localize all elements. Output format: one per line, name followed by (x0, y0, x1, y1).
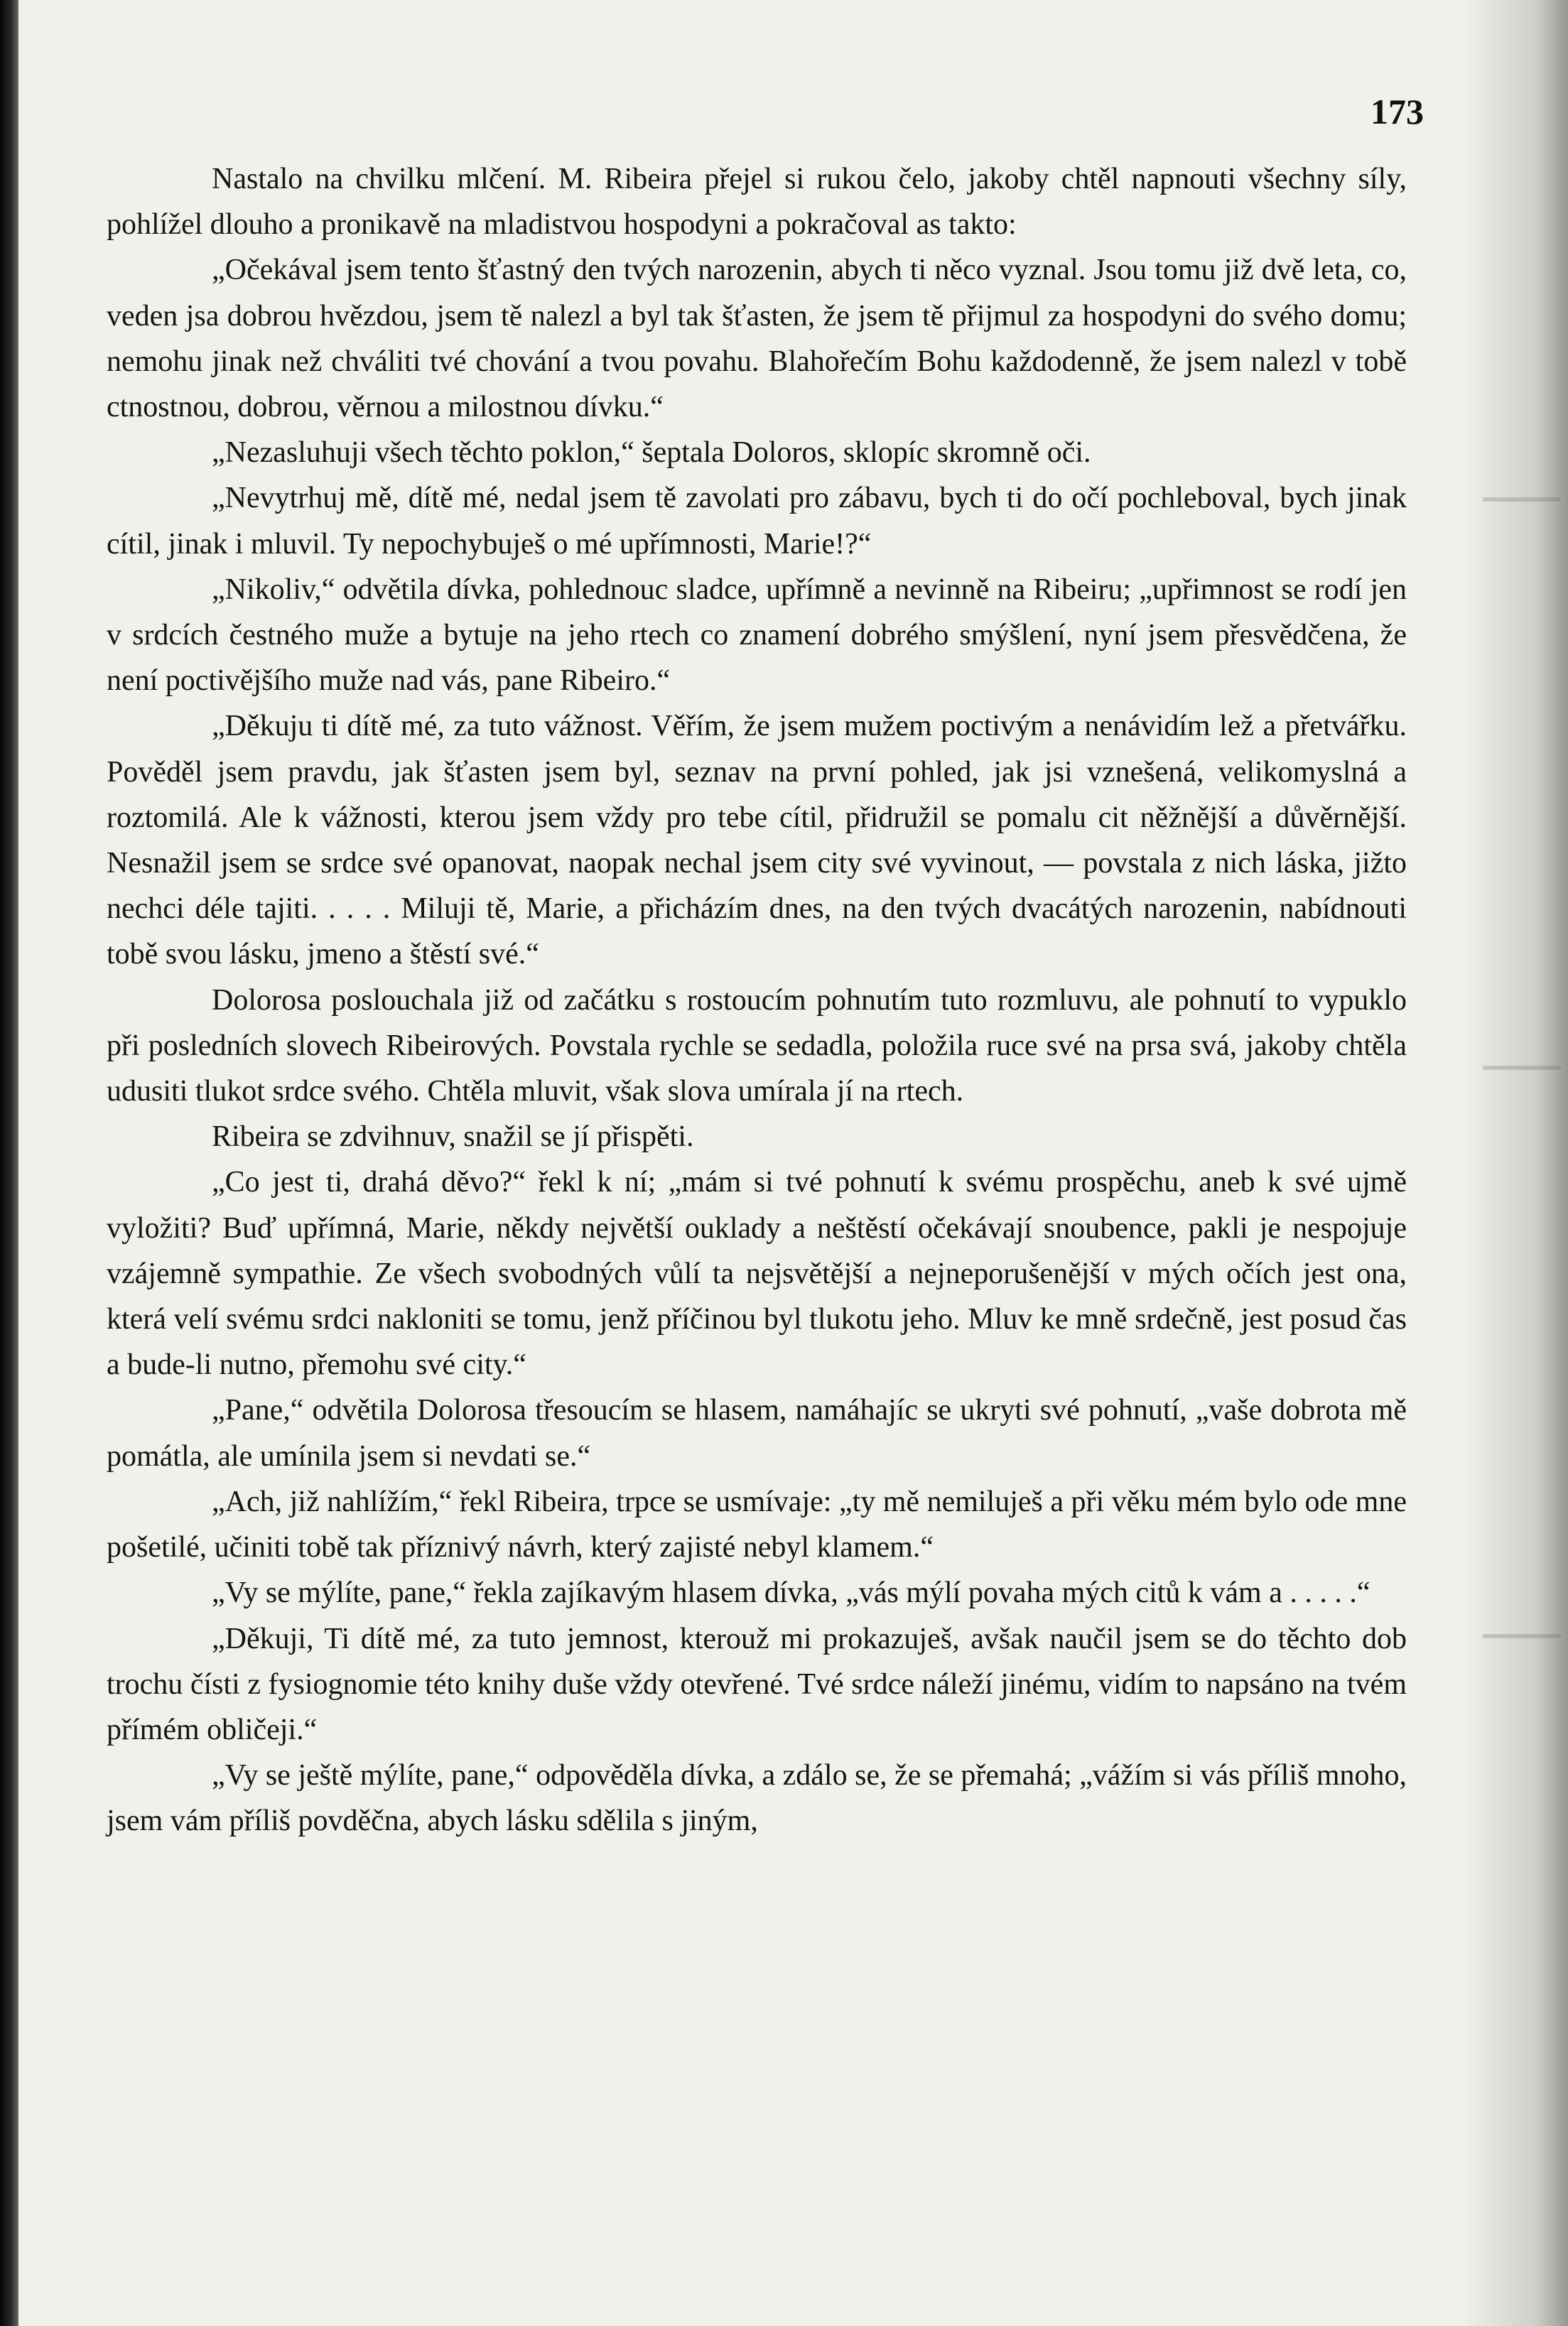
paragraph: „Nevytrhuj mě, dítě mé, nedal jsem tě zavolati pro zábavu, bych ti do očí pochleboval, bych jinak cítil, jinak i mluvil. Ty nepochybuješ o mé upřímnosti, Marie!?“ (107, 482, 1407, 561)
paragraph: Ribeira se zdvihnuv, snažil se jí přispěti. (212, 1120, 694, 1154)
paragraph: „Co jest ti, drahá děvo?“ řekl k ní; „mám si tvé pohnutí k svému prospěchu, aneb k své ujmě vyložiti? Buď upřímná, Marie, někdy největší ouklady a neštěstí očekávají snoubence, pakli je nespojuje vzájemně sympathie. Ze všech svobodných vůlí ta nejsvětější a nejneporušenější v mých očích jest ona, která velí svému srdci nakloniti se tomu, jenž příčinou byl tlukotu jeho. Mluv ke mně srdečně, jest posud čas a bude-li nutno, přemohu své city.“ (107, 1166, 1407, 1382)
paragraph: „Očekával jsem tento šťastný den tvých narozenin, abych ti něco vyznal. Jsou tomu již dvě leta, co, veden jsa dobrou hvězdou, jsem tě nalezl a byl tak šťasten, že jsem tě přijmul za hospodyni do svého domu; nemohu jinak než chváliti tvé chování a tvou povahu. Blahořečím Bohu každodenně, že jsem nalezl v tobě ctnostnou, dobrou, věrnou a milostnou dívku.“ (107, 254, 1407, 424)
paragraph: „Děkuju ti dítě mé, za tuto vážnost. Věřím, že jsem mužem poctivým a nenávidím lež a přetvářku. Pověděl jsem pravdu, jak šťasten jsem byl, seznav na první pohled, jak jsi vznešená, velikomyslná a roztomilá. Ale k vážnosti, kterou jsem vždy pro tebe cítil, přidružil se pomalu cit něžnější a důvěrnější. Nesnažil jsem se srdce své opanovat, naopak nechal jsem city své vyvinout, — povstala z nich láska, jižto nechci déle tajiti. . . . . Miluji tě, Marie, a přicházím dnes, na den tvých dvacátých narozenin, nabídnouti tobě svou lásku, jmeno a štěstí své.“ (107, 710, 1407, 971)
book-gutter (0, 0, 18, 2326)
bleed-through-mark (1483, 1634, 1561, 1638)
paragraph: Dolorosa poslouchala již od začátku s rostoucím pohnutím tuto rozmluvu, ale pohnutí to vypuklo při posledních slovech Ribeirových. Povstala rychle se sedadla, položila ruce své na prsa svá, jakoby chtěla udusiti tlukot srdce svého. Chtěla mluvit, však slova umírala jí na rtech. (107, 983, 1407, 1108)
paragraph: „Vy se ještě mýlíte, pane,“ odpověděla dívka, a zdálo se, že se přemahá; „vážím si vás příliš mnoho, jsem vám příliš povděčna, abych lásku sdělila s jiným, (107, 1759, 1407, 1838)
paragraph: „Ach, již nahlížím,“ řekl Ribeira, trpce se usmívaje: „ty mě nemiluješ a při věku mém bylo ode mne pošetilé, učiniti tobě tak příznivý návrh, který zajisté nebyl klamem.“ (107, 1485, 1407, 1564)
bleed-through-mark (1483, 497, 1561, 502)
body-text (107, 156, 1407, 1844)
bleed-through-mark (1483, 1066, 1561, 1070)
paragraph: Nastalo na chvilku mlčení. M. Ribeira přejel si rukou čelo, jakoby chtěl napnouti všechny síly, pohlížel dlouho a pronikavě na mladistvou hospodyni a pokračoval as takto: (107, 163, 1407, 242)
page-edge-shadow (1461, 0, 1568, 2326)
paragraph: „Pane,“ odvětila Dolorosa třesoucím se hlasem, namáhajíc se ukryti své pohnutí, „vaše dobrota mě pomátla, ale umínila jsem si nevdati se.“ (107, 1394, 1407, 1473)
paragraph: „Nikoliv,“ odvětila dívka, pohlednouc sladce, upřímně a nevinně na Ribeiru; „upřimnost se rodí jen v srdcích čestného muže a bytuje na jeho rtech co znamení dobrého smýšlení, nyní jsem přesvědčena, že není poctivějšího muže nad vás, pane Ribeiro.“ (107, 573, 1407, 698)
paragraph: „Vy se mýlíte, pane,“ řekla zajíkavým hlasem dívka, „vás mýlí povaha mých citů k vám a . . . . .“ (212, 1576, 1370, 1610)
paragraph: „Děkuji, Ti dítě mé, za tuto jemnost, kterouž mi prokazuješ, avšak naučil jsem se do těchto dob trochu čísti z fysiognomie této knihy duše vždy otevřené. Tvé srdce náleží jinému, vidím to napsáno na tvém přímém obličeji.“ (107, 1622, 1407, 1746)
paragraph: „Nezasluhuji všech těchto poklon,“ šeptala Doloros, sklopíc skromně oči. (212, 436, 1091, 470)
book-page (18, 0, 1568, 2326)
page-number: 173 (1370, 92, 1424, 131)
